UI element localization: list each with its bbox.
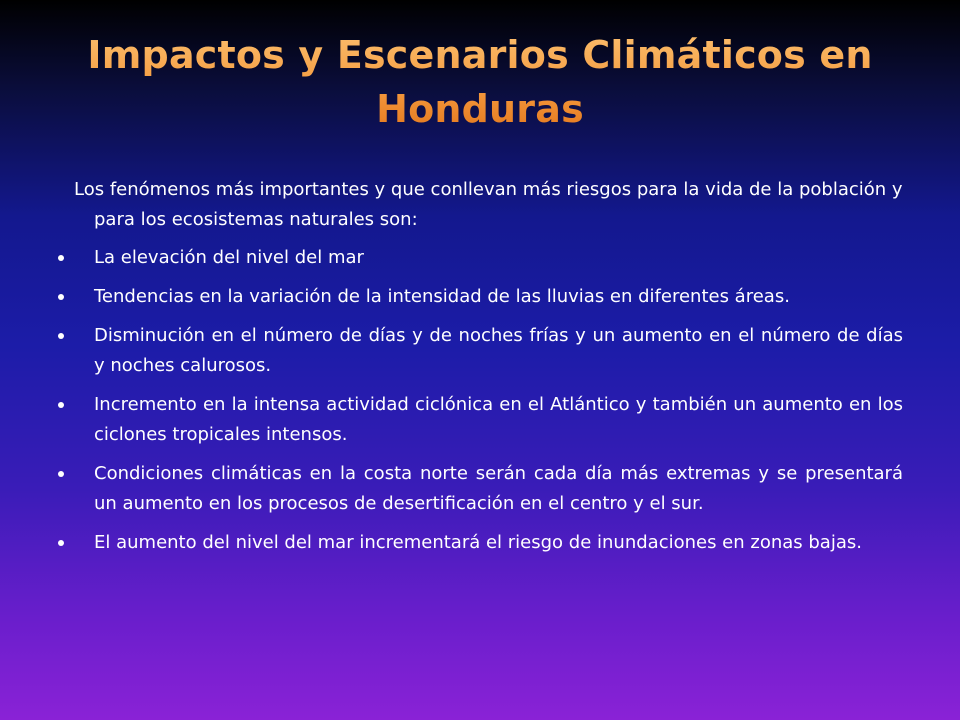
bullet-dot-icon xyxy=(58,255,64,261)
bullet-dot-icon xyxy=(58,402,64,408)
bullet-item xyxy=(58,459,903,519)
bullet-text: Tendencias en la variación de la intensidad de las lluvias en diferentes áreas. xyxy=(94,286,790,307)
bullet-text: Condiciones climáticas en la costa norte serán cada día más extremas y se presentará un aumento en los procesos de desertificación en el centro y el sur. xyxy=(94,463,903,514)
bullet-list xyxy=(58,243,903,558)
intro-paragraph: Los fenómenos más importantes y que conllevan más riesgos para la vida de la población y para los ecosistemas naturales son: xyxy=(74,179,903,230)
bullet-dot-icon xyxy=(58,333,64,339)
bullet-item xyxy=(58,528,903,558)
bullet-dot-icon xyxy=(58,294,64,300)
bullet-item xyxy=(58,390,903,450)
bullet-item xyxy=(58,282,903,312)
slide-body xyxy=(58,175,903,567)
bullet-dot-icon xyxy=(58,471,64,477)
bullet-item xyxy=(58,243,903,273)
bullet-item xyxy=(58,321,903,381)
bullet-text: Incremento en la intensa actividad ciclónica en el Atlántico y también un aumento en los ciclones tropicales intensos. xyxy=(94,394,903,445)
slide-title xyxy=(40,28,920,136)
bullet-text: El aumento del nivel del mar incrementará el riesgo de inundaciones en zonas bajas. xyxy=(94,532,862,553)
bullet-text: Disminución en el número de días y de noches frías y un aumento en el número de días y noches calurosos. xyxy=(94,325,903,376)
slide-title-line-1: Impactos y Escenarios Climáticos en xyxy=(87,33,873,77)
slide-title-line-2: Honduras xyxy=(376,87,584,131)
bullet-text: La elevación del nivel del mar xyxy=(94,247,364,268)
bullet-dot-icon xyxy=(58,540,64,546)
